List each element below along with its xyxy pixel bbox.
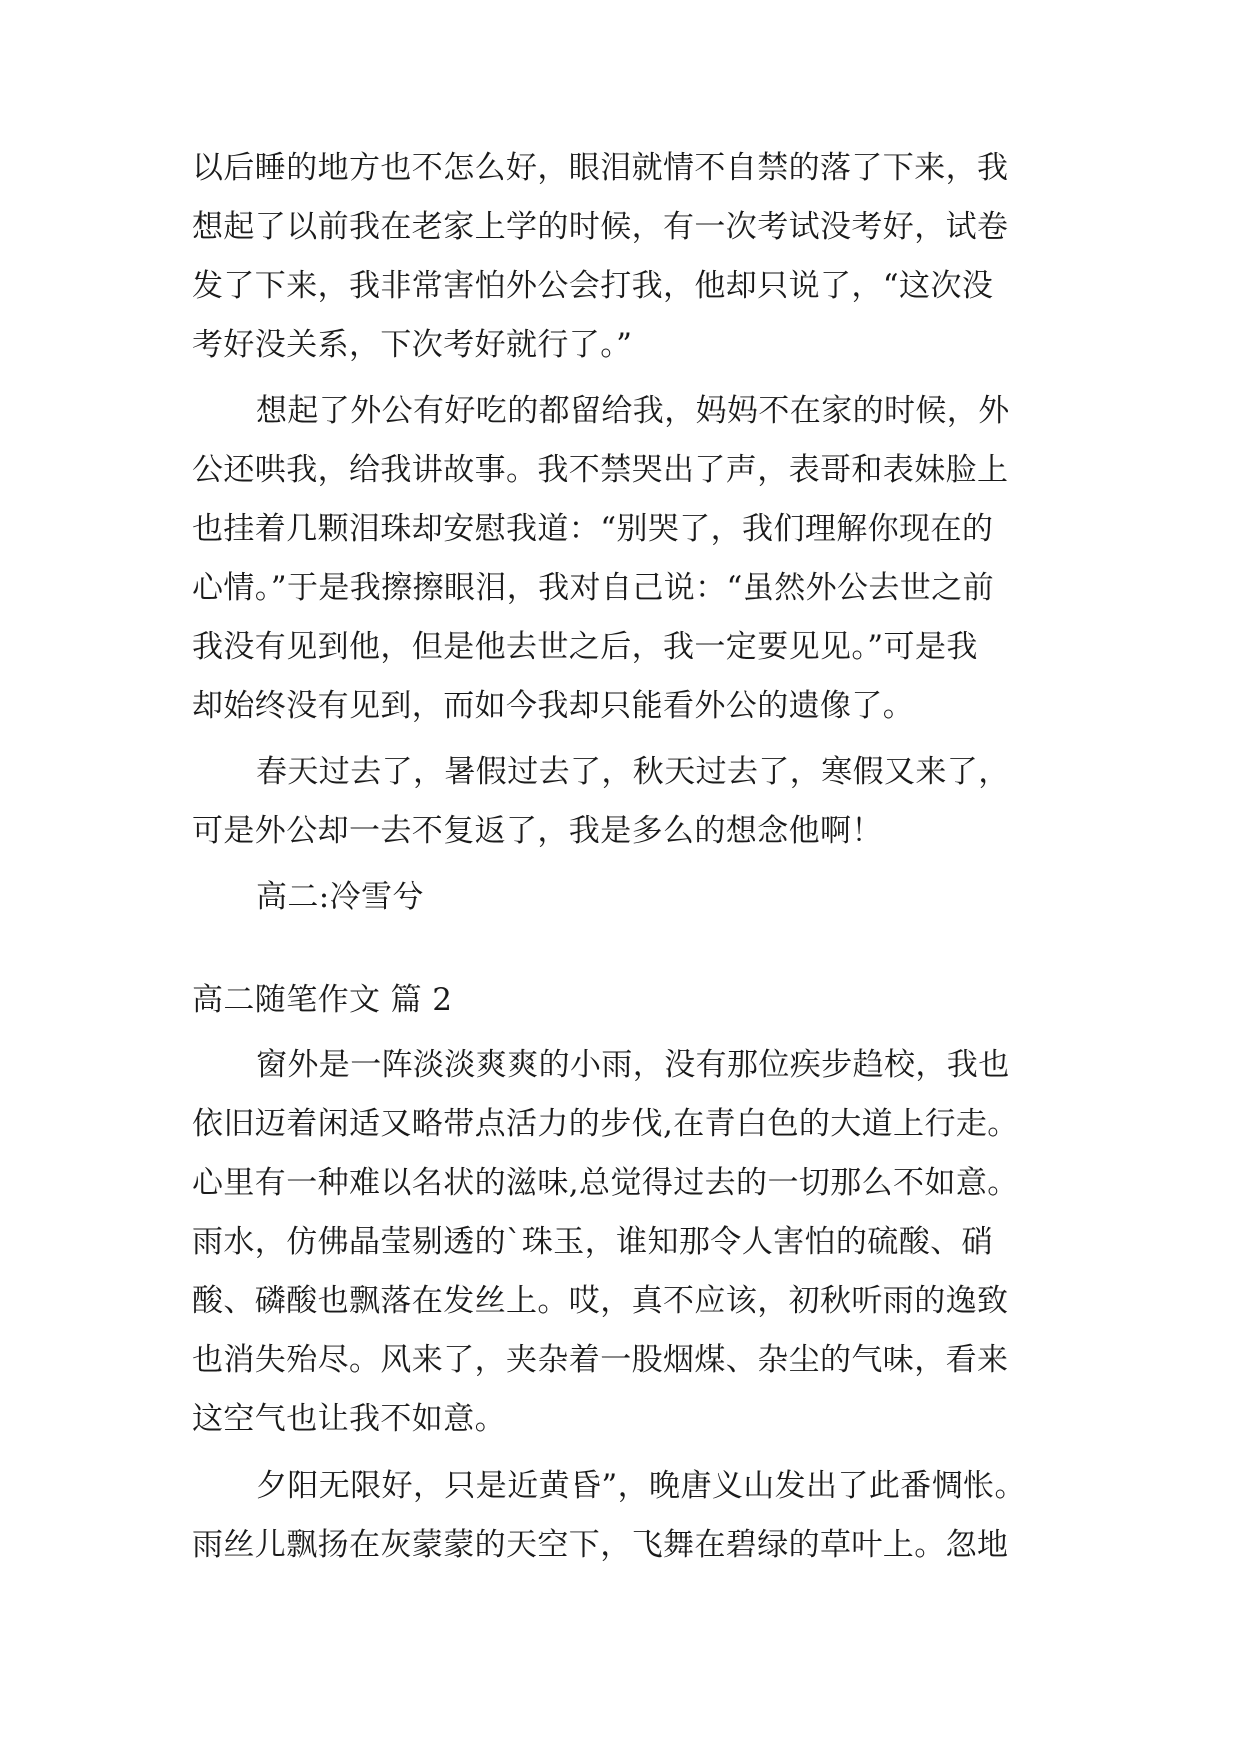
text-line: 可是外公却一去不复返了，我是多么的想念他啊！ <box>192 813 883 849</box>
text-line: 心里有一种难以名状的滋味,总觉得过去的一切那么不如意。 <box>192 1165 1019 1201</box>
text-line: 想起了外公有好吃的都留给我，妈妈不在家的时候，外 <box>256 393 1010 429</box>
text-line: 依旧迈着闲适又略带点活力的步伐,在青白色的大道上行走。 <box>192 1106 1019 1142</box>
text-line: 这空气也让我不如意。 <box>192 1401 506 1437</box>
text-line: 窗外是一阵淡淡爽爽的小雨，没有那位疾步趋校，我也 <box>256 1047 1010 1083</box>
text-line: 酸、磷酸也飘落在发丝上。哎，真不应该，初秋听雨的逸致 <box>192 1283 1009 1319</box>
section-heading: 高二随笔作文 篇 2 <box>192 982 453 1018</box>
text-line: 我没有见到他，但是他去世之后，我一定要见见。”可是我 <box>192 629 978 665</box>
text-line: 春天过去了，暑假过去了，秋天过去了，寒假又来了， <box>256 754 1010 790</box>
text-line: 发了下来，我非常害怕外公会打我，他却只说了，“这次没 <box>192 268 994 304</box>
text-line: 考好没关系，下次考好就行了。” <box>192 327 633 363</box>
text-line: 也消失殆尽。风来了，夹杂着一股烟煤、杂尘的气味，看来 <box>192 1342 1009 1378</box>
text-line: 公还哄我，给我讲故事。我不禁哭出了声，表哥和表妹脸上 <box>192 452 1009 488</box>
text-line: 却始终没有见到，而如今我却只能看外公的遗像了。 <box>192 688 915 724</box>
text-line: 想起了以前我在老家上学的时候，有一次考试没考好，试卷 <box>192 209 1009 245</box>
author-line: 高二:冷雪兮 <box>256 879 424 915</box>
text-line: 雨水，仿佛晶莹剔透的`珠玉，谁知那令人害怕的硫酸、硝 <box>192 1224 993 1260</box>
text-line: 雨丝儿飘扬在灰蒙蒙的天空下，飞舞在碧绿的草叶上。忽地 <box>192 1527 1009 1563</box>
text-line: 也挂着几颗泪珠却安慰我道：“别哭了，我们理解你现在的 <box>192 511 994 547</box>
text-line: 心情。”于是我擦擦眼泪，我对自己说：“虽然外公去世之前 <box>192 570 994 606</box>
text-line: 夕阳无限好，只是近黄昏”，晚唐义山发出了此番惆怅。 <box>256 1468 1026 1504</box>
text-line: 以后睡的地方也不怎么好，眼泪就情不自禁的落了下来，我 <box>192 150 1009 186</box>
